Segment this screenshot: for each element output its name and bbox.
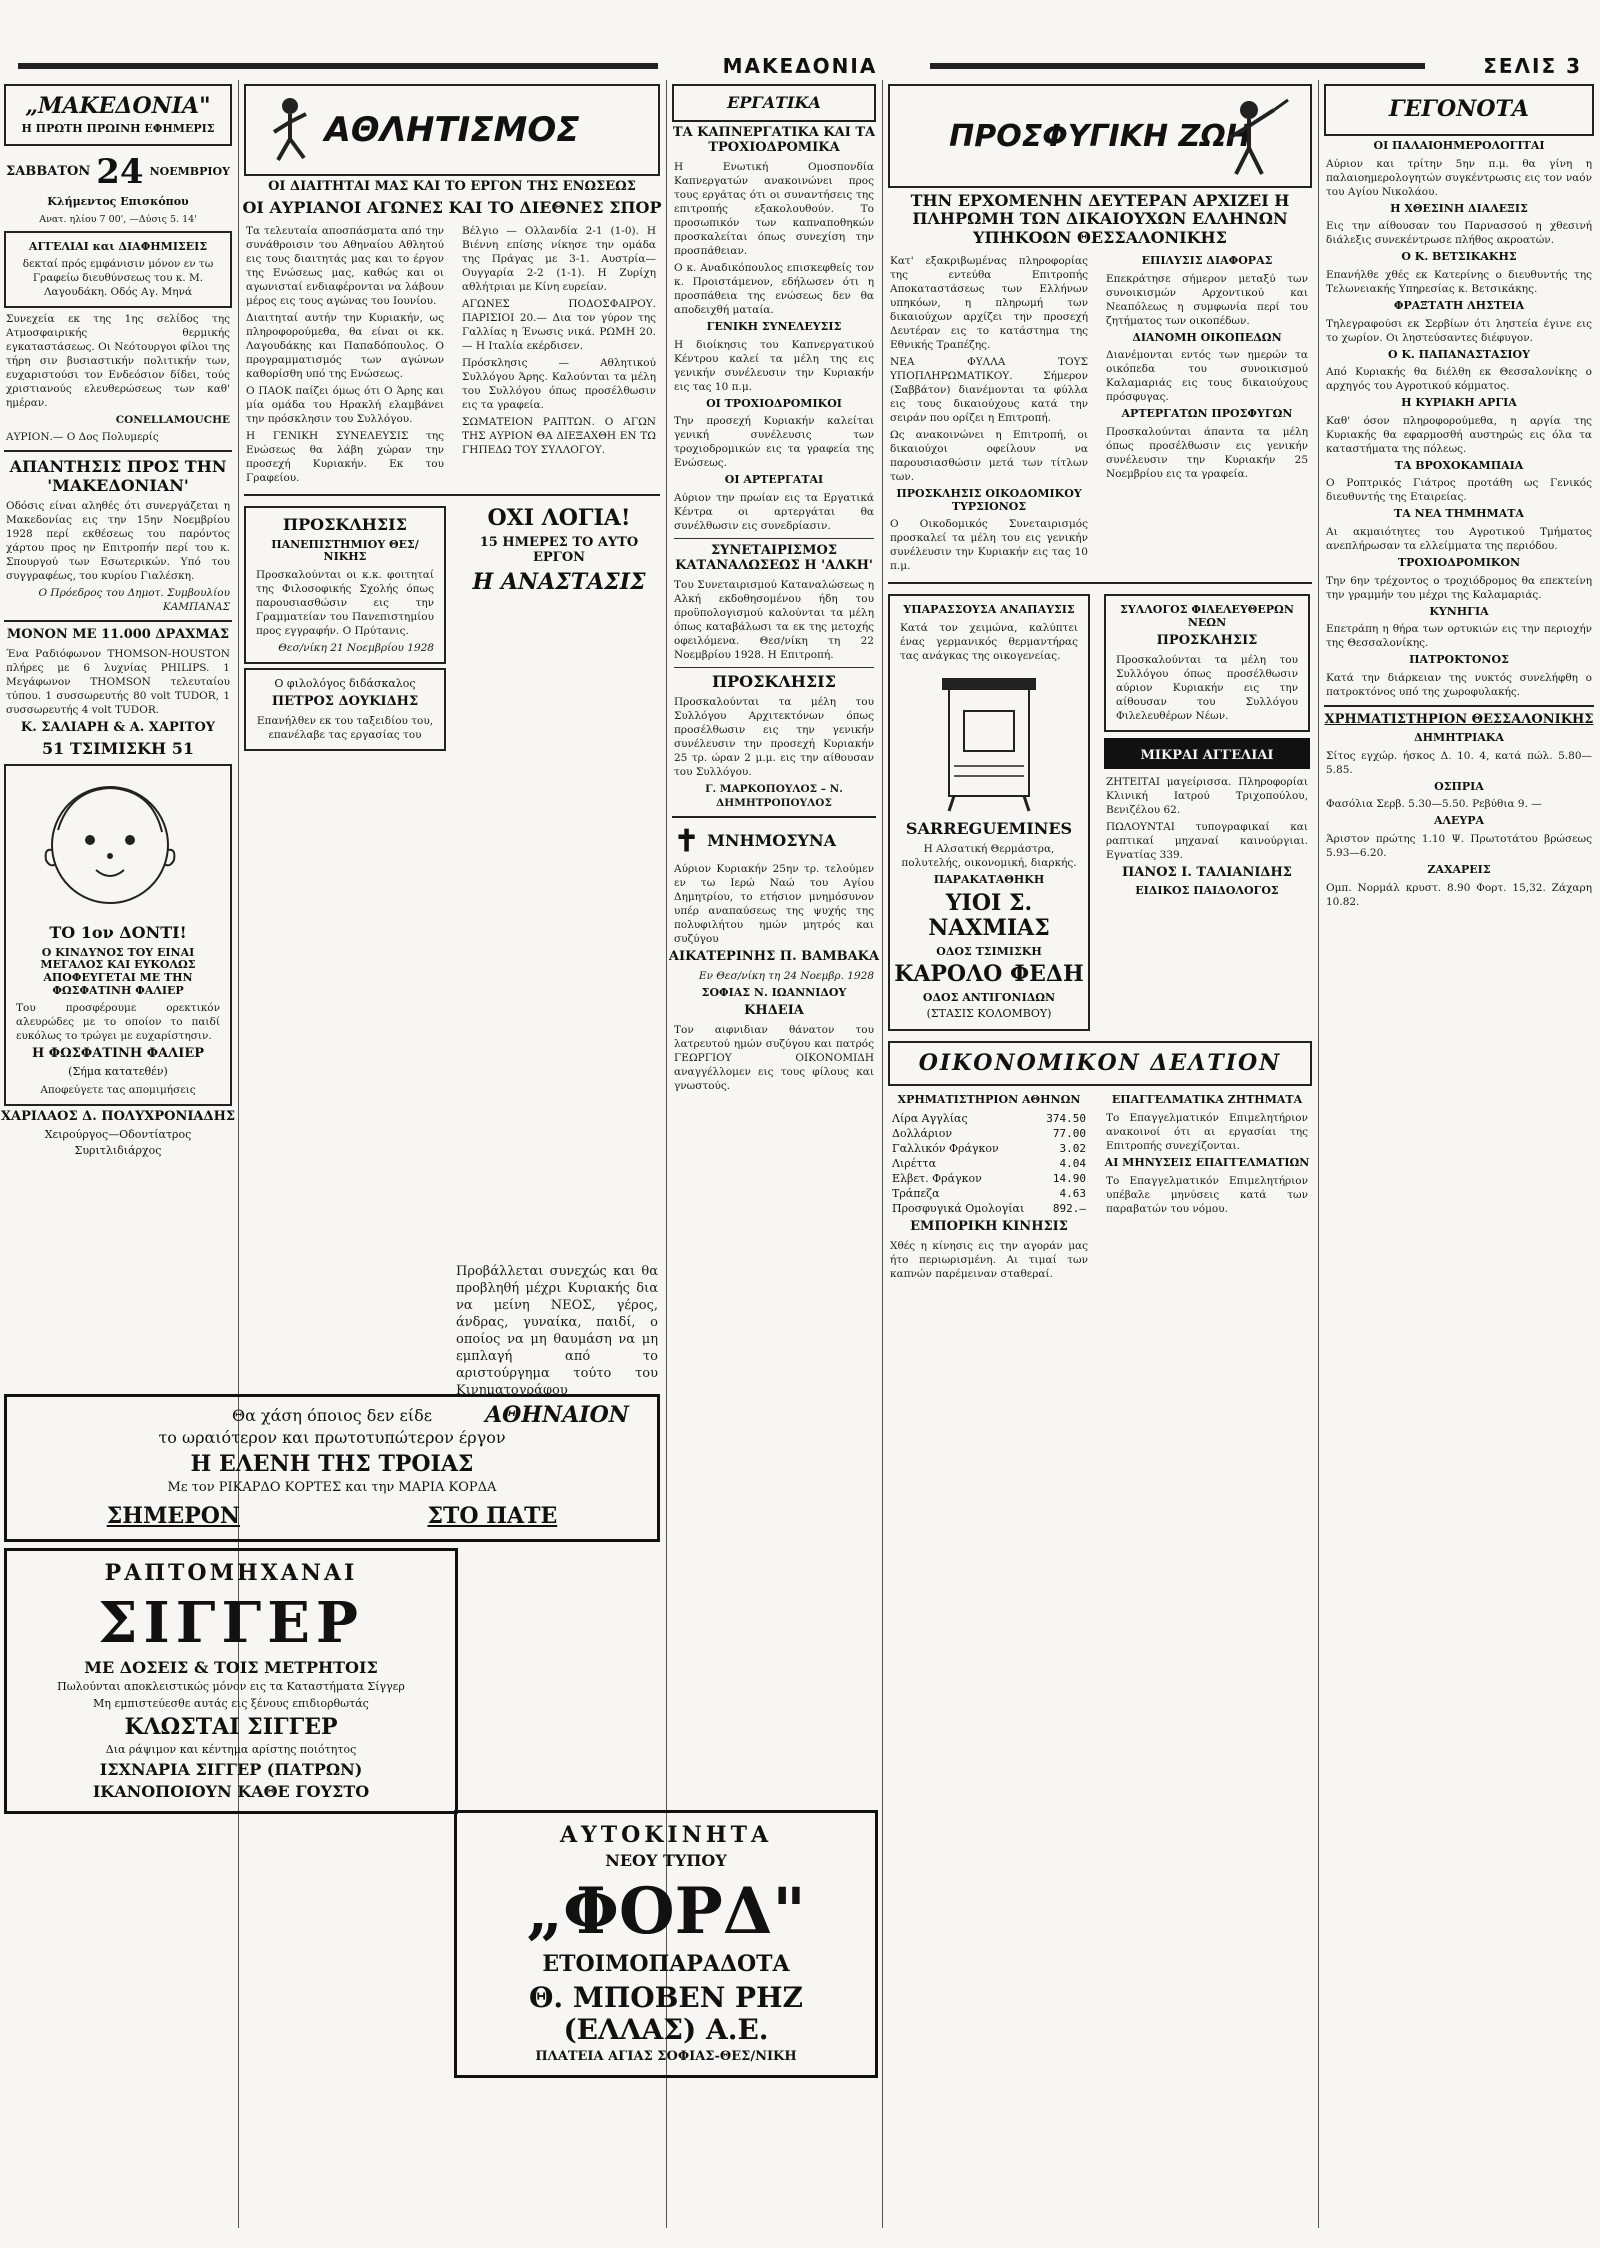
- econ-news-title: ΑΙ ΜΗΝΥΣΕΙΣ ΕΠΑΓΓΕΛΜΑΤΙΩΝ: [1104, 1155, 1310, 1169]
- labour-paragraph: Η Ενωτική Ομοσπονδία Καπνεργατών ανακοινώνει προς τους εργάτας ότι οι συναντήσεις της επιτροπής εξακολουθούν. Το προσωπικόν των καπναποθηκών προσκαλείται όπως συνεχίση την προσπάθειαν.: [674, 160, 874, 257]
- exchange-rate-value: 4.63: [1059, 1186, 1086, 1200]
- singer-brand: ΣΙΓΓΕΡ: [97, 1589, 365, 1656]
- events-paragraph: Εις την αίθουσαν του Παρνασσού η χθεσινή διάλεξις συνεκέντρωσε πλήθος ακροατών.: [1326, 220, 1592, 247]
- ochi-logia-film: Η ΑΝΑΣΤΑΣΙΣ: [472, 568, 646, 595]
- refugee-paragraph: Διανέμονται εντός των ημερών τα οικόπεδα του συνοικισμού Καλαμαριάς εις τους δικαιούχους πρόσφυγας.: [1106, 349, 1308, 404]
- exchange-rate-value: 4.04: [1059, 1156, 1086, 1170]
- refugee-banner: [888, 84, 1312, 188]
- cinema-cast: Με τον ΡΙΚΑΡΔΟ ΚΟΡΤΕΣ και την ΜΑΡΙΑ ΚΟΡΔΑ: [167, 1480, 497, 1496]
- teacher-notice-text: Επανήλθεν εκ του ταξειδίου του, επανέλαβε τας εργασίας του: [256, 714, 434, 741]
- liberal-youth-subtitle: ΠΡΟΣΚΛΗΣΙΣ: [1156, 632, 1258, 648]
- exchange-rate-list: [884, 1111, 1094, 1216]
- econ-news-text: Το Επαγγελματικόν Επιμελητήριον ανακοινοί ότι αι εργασίαι της Επιτροπής συνεχίζονται.: [1106, 1111, 1308, 1152]
- events-subhead: ΦΡΑΞΤΑΤΗ ΛΗΣΤΕΙΑ: [1393, 298, 1525, 312]
- anastasis-cinema: ΑΘΗΝΑΙΟΝ: [485, 1402, 629, 1428]
- radio-ad-shop: Κ. ΣΑΛΙΑΡΗ & Α. ΧΑΡΙΤΟΥ: [20, 719, 216, 735]
- labour-subhead: ΟΙ ΑΡΤΕΡΓΑΤΑΙ: [724, 473, 824, 487]
- ochi-logia-subtitle: 15 ΗΜΕΡΕΣ ΤΟ ΑΥΤΟ ΕΡΓΟΝ: [479, 534, 639, 565]
- stove-address-2: ΚΑΡΟΛΟ ΦΕΔΗ: [894, 961, 1084, 988]
- page-number: ΣΕΛΙΣ 3: [1483, 54, 1582, 78]
- date-day: ΣΑΒΒΑΤΟΝ: [6, 164, 91, 180]
- radio-ad-text: Ένα Ραδιόφωνον THOMSON-HOUSTON πλήρες με 6 λυχνίας PHILIPS. 1 Μεγάφωνον THOMSON τελευταίου τύπου. 1 συσσωρευτής 80 volt TUDOR, 1 συσσωρευτής 4 volt TUDOR.: [6, 647, 230, 716]
- events-subhead: Ο Κ. ΒΕΤΣΙΚΑΚΗΣ: [1401, 250, 1517, 264]
- labour-paragraph: Ο κ. Αναδικόπουλος επισκεφθείς τον κ. Προιστάμενον, εδήλωσεν ότι η προσπάθεια της ενώσεως δεν θα αποδειχθή ματαία.: [674, 261, 874, 316]
- events-paragraph: Αι ακμαιότητες του Αγροτικού Τμήματος ανεπλήρωσαν τα ελλείμματα της περιόδου.: [1326, 526, 1592, 553]
- university-notice-date: Θεσ/νίκη 21 Νοεμβρίου 1928: [278, 642, 434, 654]
- exchange-rate-value: 892.—: [1052, 1201, 1086, 1215]
- cinema-line-2: το ωραιότερον και πρωτοτυπώτερον έργον: [158, 1428, 506, 1448]
- sports-headline: ΟΙ ΑΥΡΙΑΝΟΙ ΑΓΩΝΕΣ ΚΑΙ ΤΟ ΔΙΕΘΝΕΣ ΣΠΟΡ: [242, 197, 662, 217]
- section-divider: [4, 620, 232, 622]
- exchange-rate-row: [892, 1111, 1086, 1126]
- replies-text: Οδόσις είναι αληθές ότι συνεργάζεται η Μακεδονίας εις την 15ην Νοεμβρίου 1928 περί εκθέσεως του παρόντος χάρτου προς ην Επιτροπήν περί του κ. Σπουργού των Εσωτερικών. Υπό του συγγραφέως, του κυρίου Γιαλέσκη.: [6, 500, 230, 582]
- singer-line-5: Δια ράψιμον και κέντημα αρίστης ποιότητος: [105, 1742, 357, 1756]
- phosphatine-brand-sub: (Σήμα κατατεθέν): [68, 1065, 168, 1079]
- refugee-paragraph: Κατ' εξακριβωμένας πληροφορίας της εντεύθα Επιτροπής Αποκαταστάσεως των Ελλήνων υπηκόων, η πληρωμή των δικαιούχων αρχίζει την προσεχή Δευτέραν εις το κατάστημα της Εθνικής Τραπέζης.: [890, 255, 1088, 352]
- stove-illustration: [894, 666, 1084, 816]
- column-3-labour: [668, 80, 880, 1800]
- weather-signature: CONELLAMOUCHE: [115, 414, 230, 427]
- nameplate-box: [4, 84, 232, 146]
- sports-paragraph: ΑΓΩΝΕΣ ΠΟΔΟΣΦΑΙΡΟΥ. ΠΑΡΙΣΙΟΙ 20.— Δια τον γύρον της Γαλλίας η Ένωσις νικά. ΡΩΜΗ 20.— Η Ιταλία εκέρδισεν.: [462, 298, 656, 353]
- anastasis-ad: [450, 1260, 664, 1760]
- ochi-logia-title: ΟΧΙ ΛΟΓΙΑ!: [487, 505, 631, 532]
- stock-text: Ομπ. Νορμάλ κρυστ. 8.90 Φορτ. 15,32. Ζάχαρη 10.82.: [1326, 881, 1592, 908]
- singer-line-4: ΚΛΩΣΤΑΙ ΣΙΓΓΕΡ: [124, 1713, 338, 1740]
- sports-banner-title: ΑΘΛΗΤΙΣΜΟΣ: [324, 110, 580, 150]
- weather-article: Συνεχεία εκ της 1ης σελίδος της Ατμοσφαιρικής θερμικής εγκαταστάσεως. Οι Νεότουργοι φίλοι της τήρη σιν βυσιαστικήν πολιτικήν των, ευχαριστούσι τον Ενδεόσιον δίδει, τούς χριστιανούς ελευθερώσεως των καθ' ημέραν.: [6, 313, 230, 410]
- stove-brand: SARREGUEMINES: [905, 819, 1073, 839]
- column-4-refugee: [884, 80, 1316, 2230]
- column-2-sports: [240, 80, 664, 1180]
- exchange-rate-row: [892, 1186, 1086, 1201]
- refugee-body: [884, 251, 1316, 576]
- events-paragraph: Τηλεγραφούσι εκ Σερβίων ότι ληστεία έγινε εις το χωρίον. Οι ληστεύσαντες διέφυγον.: [1326, 317, 1592, 344]
- labour-banner: [672, 84, 876, 122]
- pediatrician-name: ΠΑΝΟΣ Ι. ΤΑΛΙΑΝΙΔΗΣ: [1122, 864, 1292, 880]
- events-subhead: Ο Κ. ΠΑΠΑΝΑΣΤΑΣΙΟΥ: [1388, 347, 1530, 361]
- exchange-rate-value: 374.50: [1046, 1111, 1086, 1125]
- newspaper-name: ΜΑΚΕΔΟΝΙΑ: [722, 54, 878, 78]
- memorial-title: ΜΝΗΜΟΣΥΝΑ: [707, 831, 837, 851]
- radio-ad-title: ΜΟΝΟΝ ΜΕ 11.000 ΔΡΑΧΜΑΣ: [6, 627, 230, 642]
- heater-ad-title: ΥΠΑΡΑΣΣΟΥΣΑ ΑΝΑΠΑΥΣΙΣ: [903, 603, 1075, 617]
- memorial-name-2: ΣΟΦΙΑΣ Ν. ΙΩΑΝΝΙΔΟΥ: [701, 986, 847, 999]
- sports-subhead: ΟΙ ΔΙΑΙΤΗΤΑΙ ΜΑΣ ΚΑΙ ΤΟ ΕΡΓΟΝ ΤΗΣ ΕΝΩΣΕΩΣ: [268, 179, 636, 194]
- singer-line-2: Πωλούνται αποκλειστικώς μόνον εις τα Καταστήματα Σίγγερ: [57, 1680, 405, 1694]
- labour-subhead: ΓΕΝΙΚΗ ΣΥΝΕΛΕΥΣΙΣ: [706, 319, 842, 333]
- stock-exchange-title: ΧΡΗΜΑΤΙΣΤΗΡΙΟΝ ΘΕΣΣΑΛΟΝΙΚΗΣ: [1324, 712, 1594, 728]
- singer-line-7: ΙΚΑΝΟΠΟΙΟΥΝ ΚΑΘΕ ΓΟΥΣΤΟ: [92, 1782, 370, 1801]
- sports-paragraph: Διαιτηταί αυτήν την Κυριακήν, ως πληροφορούμεθα, θα είναι οι κκ. Λαγουδάκης και Παπαδόπουλος. Ο προγραμματισμός των αγώνων καθορίσθη υπό της Ενώσεως.: [246, 312, 444, 381]
- singer-line-6: ΙΣΧΝΑΡΙΑ ΣΙΓΓΕΡ (ΠΑΤΡΩΝ): [99, 1759, 363, 1779]
- labour-paragraph: Την προσεχή Κυριακήν καλείται γενική συνέλευσις των τροχιοδρομικών εις τα γραφεία της Ενώσεως.: [674, 415, 874, 470]
- ochi-logia-ad: [456, 502, 662, 754]
- date-block: [4, 152, 232, 192]
- ads-notice-box: [4, 231, 232, 309]
- exchange-rate-value: 77.00: [1052, 1126, 1086, 1140]
- classified-item: ΠΩΛΟΥΝΤΑΙ τυπογραφικαί και ραπτικαί μηχαναί καινούργιαι. Εγνατίας 339.: [1106, 820, 1308, 861]
- exchange-rate-row: [892, 1171, 1086, 1186]
- econ-news-title: ΕΜΠΟΡΙΚΗ ΚΙΝΗΣΙΣ: [910, 1218, 1068, 1234]
- section-divider: [1324, 705, 1594, 707]
- refugee-paragraph: Προσκαλούνται άπαντα τα μέλη όπως προσέλθωσιν εις γενικήν συνέλευσιν την Κυριακήν 25 Νοεμβρίου εις τα γραφεία.: [1106, 426, 1308, 481]
- exchange-rate-row: [892, 1201, 1086, 1216]
- phosphatine-brand: Η ΦΩΣΦΑΤΙΝΗ ΦΑΛΙΕΡ: [31, 1046, 204, 1062]
- econ-bulletin-banner: [888, 1041, 1312, 1086]
- events-subhead: ΚΥΝΗΓΙΑ: [1429, 604, 1489, 618]
- stove-dealer-title: ΠΑΡΑΚΑΤΑΘΗΚΗ: [933, 873, 1045, 887]
- sunrise-sunset: Ανατ. ηλίου 7 00', —Δύσις 5. 14': [39, 213, 197, 225]
- sports-lower: [240, 502, 664, 754]
- sports-paragraph: Η ΓΕΝΙΚΗ ΣΥΝΕΛΕΥΣΙΣ της Ενώσεως θα λάβη χώραν την προσεχή Κυριακήν. Εκ του Γραφείου.: [246, 430, 444, 485]
- stock-text: Άριστον πρώτης 1.10 Ψ. Πρωτοτάτου βρώσεως 5.93—6.20.: [1326, 832, 1592, 859]
- cinema-film-title: Η ΕΛΕΝΗ ΤΗΣ ΤΡΟΙΑΣ: [190, 1450, 474, 1477]
- exchange-rate-label: Τράπεζα: [892, 1186, 940, 1200]
- section-divider: [674, 538, 874, 539]
- architects-notice-text: Προσκαλούνται τα μέλη του Συλλόγου Αρχιτεκτόνων όπως προσέλθωσιν εις την γενικήν συνέλευσιν την προσεχή Κυριακήν 25 τρ. ώραν 2 μ.μ. εις την αίθουσαν του Συλλόγου.: [674, 696, 874, 779]
- sports-paragraph: Πρόσκλησις — Αθλητικού Συλλόγου Άρης. Καλούνται τα μέλη του Συλλόγου όπως προσέλθωσιν εις τα γραφεία.: [462, 357, 656, 412]
- events-paragraph: Από Κυριακής θα διέλθη εκ Θεσσαλονίκης ο αρχηγός του Αγροτικού κόμματος.: [1326, 366, 1592, 393]
- stock-text: Φασόλια Σερβ. 5.30—5.50. Ρεβύθια 9. —: [1326, 798, 1542, 811]
- anastasis-text: Προβάλλεται συνεχώς και θα προβληθή μέχρι Κυριακής δια να μείνη ΝΕΟΣ, γέρος, άνδρας, γυναίκα, παιδί, ο οποίος να μη θαυμάση να μη εμπλαγή από το αριστούργημα τούτο του Κινηματογράφου: [456, 1264, 658, 1398]
- classifieds-title: ΜΙΚΡΑΙ ΑΓΓΕΛΙΑΙ: [1140, 747, 1274, 763]
- phosphatine-subtitle: Ο ΚΙΝΔΥΝΟΣ ΤΟΥ ΕΙΝΑΙ ΜΕΓΑΛΟΣ ΚΑΙ ΕΥΚΟΛΩΣ ΑΠΟΦΕΥΓΕΤΑΙ ΜΕ ΤΗΝ ΦΩΣΦΑΤΙΝΗ ΦΑΛΙΕΡ: [40, 945, 196, 997]
- events-banner: [1324, 84, 1594, 136]
- stove-address-4: (ΣΤΑΣΙΣ ΚΟΛΟΜΒΟΥ): [926, 1007, 1052, 1021]
- liberal-youth-title: ΣΥΛΛΟΓΟΣ ΦΙΛΕΛΕΥΘΕΡΩΝ ΝΕΩΝ: [1120, 603, 1294, 630]
- ford-ready: ΕΤΟΙΜΟΠΑΡΑΔΟΤΑ: [542, 1951, 790, 1978]
- stove-text: Η Αλσατική Θερμάστρα, πολυτελής, οικονομική, διαρκής.: [901, 843, 1077, 870]
- cinema-line-1: Θα χάση όποιος δεν είδε: [231, 1406, 433, 1425]
- ford-title: ΑΥΤΟΚΙΝΗΤΑ: [559, 1822, 773, 1848]
- farmer-icon: [1204, 96, 1294, 176]
- athlete-icon: [260, 94, 320, 164]
- sports-paragraph: Βέλγιο — Ολλανδία 2-1 (1-0). Η Βιέννη επίσης νίκησε την ομάδα της Πράγας με 3-1. Αυστρία—Ουγγαρία 2-2 (1-1). Η Ζυρίχη αθλήτριαι με Κίνη ευρείαν.: [462, 225, 656, 294]
- exchange-rate-label: Λίρα Αγγλίας: [892, 1111, 968, 1125]
- section-divider: [674, 667, 874, 668]
- events-subhead: Η ΧΘΕΣΙΝΗ ΔΙΑΛΕΞΙΣ: [1390, 201, 1528, 215]
- baby-illustration: [10, 770, 210, 920]
- ford-address: ΠΛΑΤΕΙΑ ΑΓΙΑΣ ΣΟΦΙΑΣ-ΘΕΣ/ΝΙΚΗ: [535, 2048, 797, 2064]
- refugee-subhead: ΑΡΤΕΡΓΑΤΩΝ ΠΡΟΣΦΥΓΩΝ: [1121, 407, 1293, 421]
- stock-subhead: ΔΗΜΗΤΡΙΑΚΑ: [1414, 730, 1504, 744]
- column-5-events: [1320, 80, 1598, 2230]
- econ-subtitle: ΧΡΗΜΑΤΙΣΤΗΡΙΟΝ ΑΘΗΝΩΝ: [897, 1093, 1081, 1107]
- econ-news-text: Το Επαγγελματικόν Επιμελητήριον υπέβαλε μηνύσεις κατά των παραβατών του νόμου.: [1106, 1174, 1308, 1215]
- refugee-paragraph: Ως ανακοινώνει η Επιτροπή, οι δικαιούχοι οφείλουν να παρουσιασθώσιν μετά των τίτλων των.: [890, 429, 1088, 484]
- events-subhead: ΟΙ ΠΑΛΑΙΟΗΜΕΡΟΛΟΓΙΤΑΙ: [1373, 139, 1545, 152]
- exchange-rate-value: 14.90: [1052, 1171, 1086, 1185]
- doctor-specialty: Χειρούργος—Οδοντίατρος: [44, 1127, 192, 1141]
- events-paragraph: Επανήλθε χθές εκ Κατερίνης ο διευθυντής της Τελωνειακής Υπηρεσίας κ. Βετσικάκης.: [1326, 268, 1592, 295]
- refugee-paragraph: ΝΕΑ ΦΥΛΛΑ ΤΟΥΣ ΥΠΟΠΛΗΡΩΜΑΤΙΚΟΥ. Σήμερον (Σαββάτον) διανέμονται τα φύλλα εις τους δικαιούχους κατά την σειράν που ορίζει η Επιτροπή.: [890, 356, 1088, 425]
- funeral-text: Τον αιφνιδιαν θάνατον του λατρευτού ημών συζύγου και πατρός ΓΕΩΡΓΙΟΥ ΟΙΚΟΝΟΜΙΔΗ αναγγέλλομεν εις τους φίλους και γνωστούς.: [674, 1023, 874, 1092]
- architects-notice-title: ΠΡΟΣΚΛΗΣΙΣ: [712, 671, 836, 691]
- replies-signature: Ο Πρόεδρος του Δημοτ. Συμβουλίου ΚΑΜΠΑΝΑΣ: [38, 587, 230, 613]
- classified-item: ΖΗΤΕΙΤΑΙ μαγείρισσα. Πληροφορίαι Κλινική Ιατρού Τριχοπούλου, Βενιζέλου 62.: [1106, 775, 1308, 816]
- labour-paragraph: Αύριον την πρωίαν εις τα Εργατικά Κέντρα οι αρτεργάται θα συνέλθωσιν εις συνεδρίασιν.: [674, 491, 874, 532]
- refugee-banner-title: ΠΡΟΣΦΥΓΙΚΗ ΖΩΗ: [949, 118, 1251, 154]
- section-divider: [888, 582, 1312, 584]
- events-paragraph: Αύριον και τρίτην 5ην π.μ. θα γίνη η παλαιοημερολογητών συγκέντρωσις εις τον ναόν του Αγίου Νικολάου.: [1326, 157, 1592, 198]
- heater-ad: [888, 594, 1090, 1030]
- refugee-ads-row: [884, 590, 1316, 1034]
- stove-address-1: ΟΔΟΣ ΤΣΙΜΙΣΚΗ: [936, 944, 1042, 958]
- labour-headline: ΤΑ ΚΑΠΝΕΡΓΑΤΙΚΑ ΚΑΙ ΤΑ ΤΡΟΧΙΟΔΡΟΜΙΚΑ: [672, 125, 876, 155]
- phosphatine-title: ΤΟ 1ον ΔΟΝΤΙ!: [49, 923, 187, 943]
- labour-banner-title: ΕΡΓΑΤΙΚΑ: [727, 92, 821, 112]
- column-divider: [882, 80, 883, 2228]
- labour-paragraph: Η διοίκησις του Καπνεργατικού Κέντρου καλεί τα μέλη της εις γενικήν συνέλευσιν την Κυριακήν εις τας 10 π.μ.: [674, 338, 874, 393]
- sports-banner: [244, 84, 660, 176]
- alki-headline: ΣΥΝΕΤΑΙΡΙΣΜΟΣ ΚΑΤΑΝΑΛΩΣΕΩΣ Η 'ΑΛΚΗ': [675, 542, 873, 573]
- date-number: 24: [96, 151, 144, 192]
- sports-paragraph: Τα τελευταία αποσπάσματα από την συνάθροισιν του Αθηναίου Αθλητού εις τους διαιτητάς μας και το έργον της Ενώσεως μας, καθώς και οι αγωνισταί ενδιαφέρονται να λάβουν μέρος εις τους αγώνας του Ιουνίου.: [246, 225, 444, 308]
- exchange-rate-label: Προσφυγικά Ομολογίαι: [892, 1201, 1025, 1215]
- teacher-notice: [244, 668, 446, 751]
- weather-tomorrow: ΑΥΡΙΟΝ.— Ο Δος Πολυμερίς: [6, 431, 159, 444]
- page-header: [0, 0, 1600, 78]
- events-paragraph: Επετράπη η θήρα των ορτυκιών εις την περιοχήν της Θεσσαλονίκης.: [1326, 623, 1592, 650]
- labour-subhead: ΟΙ ΤΡΟΧΙΟΔΡΟΜΙΚΟΙ: [706, 396, 842, 410]
- events-subhead: ΤΡΟΧΙΟΔΡΟΜΙΚΟΝ: [1397, 556, 1521, 570]
- liberal-youth-text: Προσκαλούνται τα μέλη του Συλλόγου όπως προσέλθωσιν αύριον Κυριακήν εις την αίθουσαν του Συλλόγου Φιλελευθέρων Νέων.: [1116, 653, 1298, 722]
- phosphatine-warning: Αποφεύγετε τας απομιμήσεις: [40, 1083, 196, 1096]
- sports-body: [240, 221, 664, 488]
- heater-ad-text: Κατά τον χειμώνα, καλύπτει ένας γερμανικός θερμαντήρας τας ανάγκας της οικογενείας.: [900, 622, 1078, 663]
- econ-bulletin-title: ΟΙΚΟΝΟΜΙΚΟΝ ΔΕΛΤΙΟΝ: [918, 1049, 1282, 1076]
- exchange-rate-label: Λιρέττα: [892, 1156, 937, 1170]
- exchange-rate-label: Δολλάριον: [892, 1126, 953, 1140]
- ford-dealer: Θ. ΜΠΟΒΕΝ ΡΗΖ (ΕΛΛΑΣ) Α.Ε.: [528, 1980, 803, 2046]
- ford-brand: „ΦΟΡΔ": [526, 1873, 806, 1949]
- funeral-title: ΚΗΔΕΙΑ: [744, 1002, 804, 1018]
- exchange-rate-row: [892, 1141, 1086, 1156]
- singer-ad: [4, 1548, 458, 1814]
- nameplate-title: „ΜΑΚΕΔΟΝΙΑ": [25, 93, 211, 119]
- phosphatine-ad: [4, 764, 232, 1106]
- stove-address-3: ΟΔΟΣ ΑΝΤΙΓΟΝΙΔΩΝ: [922, 990, 1056, 1004]
- exchange-rate-label: Ελβετ. Φράγκον: [892, 1171, 982, 1185]
- cinema-where: ΣΤΟ ΠΑΤΕ: [427, 1503, 558, 1530]
- teacher-name: ΠΕΤΡΟΣ ΔΟΥΚΙΔΗΣ: [271, 693, 419, 709]
- events-subhead: ΤΑ ΒΡΟΧΟΚΑΜΠΑΙΑ: [1394, 458, 1524, 472]
- singer-title: ΡΑΠΤΟΜΗΧΑΝΑΙ: [104, 1560, 358, 1587]
- stock-subhead: ΖΑΧΑΡΕΙΣ: [1427, 862, 1491, 876]
- nameplate-subtitle: Η ΠΡΩΤΗ ΠΡΩΙΝΗ ΕΦΗΜΕΡΙΣ: [21, 122, 215, 136]
- doctor-specialty-2: Συριτλιδιάρχος: [74, 1144, 162, 1158]
- pediatrician-specialty: ΕΙΔΙΚΟΣ ΠΑΙΔΟΛΟΓΟΣ: [1135, 883, 1279, 897]
- events-paragraph: Την 6ην τρέχοντος ο τροχιόδρομος θα επεκτείνη την γραμμήν του μέχρι της Καλαμαριάς.: [1326, 574, 1592, 601]
- stock-text: Σίτος εγχώρ. ήσκος Δ. 10. 4, κατά πώλ. 5.80—5.85.: [1326, 749, 1592, 776]
- exchange-rate-value: 3.02: [1059, 1141, 1086, 1155]
- ads-notice-text: δεκταί πρός εμφάνισιν μόνον εν τω Γραφείω διευθύνσεως του κ. Μ. Λαγουδάκη. Οδός Αγ. Μηνά: [22, 258, 214, 299]
- section-divider: [4, 450, 232, 452]
- teacher-notice-title: Ο φιλολόγος διδάσκαλος: [274, 677, 416, 690]
- exchange-rate-row: [892, 1126, 1086, 1141]
- events-paragraph: Καθ' όσον πληροφορούμεθα, η αργία της Κυριακής θα εφαρμοσθή αυστηρώς εις όλα τα καταστήματα της πόλεως.: [1326, 414, 1592, 455]
- events-paragraph: Κατά την διάρκειαν της νυκτός συνελήφθη ο πατροκτόνος υπό της χωροφυλακής.: [1326, 672, 1592, 699]
- memorial-name: ΑΙΚΑΤΕΡΙΝΗΣ Π. ΒΑΜΒΑΚΑ: [668, 949, 880, 965]
- ford-subtitle: ΝΕΟΥ ΤΥΠΟΥ: [605, 1851, 727, 1871]
- university-notice-title: ΠΡΟΣΚΛΗΣΙΣ: [283, 515, 407, 535]
- stock-subhead: ΑΛΕΥΡΑ: [1433, 814, 1485, 828]
- column-divider: [1318, 80, 1319, 2228]
- memorial-header: [674, 824, 874, 859]
- memorial-date: Εν Θεσ/νίκη τη 24 Νοεμβρ. 1928: [698, 970, 874, 982]
- classifieds-header: [1104, 738, 1310, 769]
- singer-line-3: Μη εμπιστεύεσθε αυτάς εις ξένους επιδιορθωτάς: [93, 1697, 369, 1711]
- singer-line-1: ΜΕ ΔΟΣΕΙΣ & ΤΟΙΣ ΜΕΤΡΗΤΟΙΣ: [84, 1658, 378, 1677]
- liberal-youth-notice: [1104, 594, 1310, 731]
- sports-paragraph: Ο ΠΑΟΚ παίζει όμως ότι Ο Άρης και μία ομάδα του Ηρακλή ελαμβάνει την πρόσκλησιν του Συλλόγου.: [246, 385, 444, 426]
- doctor-name: ΧΑΡΙΛΑΟΣ Δ. ΠΟΛΥΧΡΟΝΙΑΔΗΣ: [0, 1108, 236, 1124]
- ads-notice-title: ΑΓΓΕΛΙΑΙ και ΔΙΑΦΗΜΙΣΕΙΣ: [28, 239, 208, 253]
- cinema-when: ΣΗΜΕΡΟΝ: [106, 1503, 241, 1530]
- memorial-text: Αύριον Κυριακήν 25ην τρ. τελούμεν εν τω Ιερώ Ναώ του Αγίου Δημητρίου, το ετήσιον μνημόσυνον υπέρ αναπαύσεως της ψυχής της πολυφιλήτου ημών μητρός και συζύγου: [674, 863, 874, 946]
- events-subhead: ΤΑ ΝΕΑ ΤΗΜΗΜΑΤΑ: [1394, 507, 1524, 521]
- ford-ad: [450, 1810, 882, 2230]
- date-month: ΝΟΕΜΒΡΙΟΥ: [149, 165, 230, 179]
- exchange-rate-label: Γαλλικόν Φράγκον: [892, 1141, 999, 1155]
- university-notice-text: Προσκαλούνται οι κ.κ. φοιτηταί της Φιλοσοφικής Σχολής όπως παρουσιασθώσιν εις την Γραμματείαν του Πανεπιστημίου προς εγγραφήν. Ο Πρύτανις.: [256, 569, 434, 637]
- architects-notice-sign: Γ. ΜΑΡΚΟΠΟΥΛΟΣ – Ν. ΔΗΜΗΤΡΟΠΟΥΛΟΣ: [705, 783, 843, 810]
- radio-ad-address: 51 ΤΣΙΜΙΣΚΗ 51: [42, 738, 194, 758]
- refugee-subhead: ΠΡΟΣΚΛΗΣΙΣ ΟΙΚΟΔΟΜΙΚΟΥ ΤΥΡΣΙΟΝΟΣ: [896, 487, 1082, 513]
- sports-paragraph: ΣΩΜΑΤΕΙΟΝ ΡΑΠΤΩΝ. Ο ΑΓΩΝ ΤΗΣ ΑΥΡΙΟΝ ΘΑ ΔΙΕΞΑΧΘΗ ΕΝ ΤΩ ΓΗΠΕΔΩ ΤΟΥ ΣΥΛΛΟΓΟΥ.: [462, 416, 656, 457]
- university-notice-subtitle: ΠΑΝΕΠΙΣΤΗΜΙΟΥ ΘΕΣ/ΝΙΚΗΣ: [271, 537, 419, 564]
- university-notice: [244, 506, 446, 664]
- section-divider: [672, 816, 876, 818]
- events-banner-title: ΓΕΓΟΝΟΤΑ: [1389, 96, 1529, 123]
- stove-dealer: ΥΙΟΙ Σ. ΝΑΧΜΙΑΣ: [928, 890, 1050, 942]
- stock-subhead: ΟΣΠΡΙΑ: [1434, 779, 1484, 793]
- econ-news-text: Χθές η κίνησις εις την αγοράν μας ήτο περιωρισμένη. Αι τιμαί των καπνών παρέμειναν σταθεραί.: [890, 1239, 1088, 1280]
- section-divider: [244, 494, 660, 496]
- exchange-rate-row: [892, 1156, 1086, 1171]
- ford-ad-box: [454, 1810, 878, 2078]
- events-subhead: ΠΑΤΡΟΚΤΟΝΟΣ: [1409, 653, 1509, 667]
- refugee-subhead: ΕΠΙΛΥΣΙΣ ΔΙΑΦΟΡΑΣ: [1141, 254, 1273, 268]
- events-paragraph: Ο Ροπτρικός Γιάτρος προτάθη ως Γενικός διευθυντής της Εταιρείας.: [1326, 477, 1592, 504]
- refugee-paragraph: Επεκράτησε σήμερον μεταξύ των συνοικισμών Αρχοντικού και Νεαπόλεως η συμφωνία περί του ζητήματος των οικοπέδων.: [1106, 272, 1308, 327]
- date-saint: Κλήμεντος Επισκόπου: [47, 194, 189, 208]
- alki-text: Του Συνεταιρισμού Καταναλώσεως η Αλκή εκδοθησομένου ήδη του προϋπολογισμού καλούνται τα μέλη όπως καταβάλωσι τα εκ της μετοχής οφειλόμενα. Θεσ/νίκη τη 22 Νοεμβρίου 1928. Η Επιτροπή.: [674, 578, 874, 661]
- cross-icon: ✝: [674, 824, 700, 860]
- refugee-subhead: ΔΙΑΝΟΜΗ ΟΙΚΟΠΕΔΩΝ: [1132, 330, 1282, 344]
- refugee-paragraph: Ο Οικοδομικός Συνεταιρισμός προσκαλεί τα μέλη του εις γενικήν συνέλευσιν την Κυριακήν εις τας 10 π.μ.: [890, 518, 1088, 573]
- refugee-headline: ΤΗΝ ΕΡΧΟΜΕΝΗΝ ΔΕΥΤΕΡΑΝ ΑΡΧΙΖΕΙ Η ΠΛΗΡΩΜΗ ΤΩΝ ΔΙΚΑΙΟΥΧΩΝ ΕΛΛΗΝΩΝ ΥΠΗΚΟΩΝ ΘΕΣΣΑΛΟΝΙΚΗΣ: [910, 191, 1290, 247]
- replies-title: ΑΠΑΝΤΗΣΙΣ ΠΡΟΣ ΤΗΝ 'ΜΑΚΕΔΟΝΙΑΝ': [9, 457, 227, 495]
- events-subhead: Η ΚΥΡΙΑΚΗ ΑΡΓΙΑ: [1401, 396, 1517, 410]
- econ-body: [884, 1090, 1316, 1284]
- phosphatine-text: Του προσφέρουμε ορεκτικόν αλευρώδες με το οποίον το παιδί ευκόλως το τρώγει με ευχαρίστησιν.: [16, 1002, 220, 1043]
- econ-news-title: ΕΠΑΓΓΕΛΜΑΤΙΚΑ ΖΗΤΗΜΑΤΑ: [1111, 1093, 1303, 1107]
